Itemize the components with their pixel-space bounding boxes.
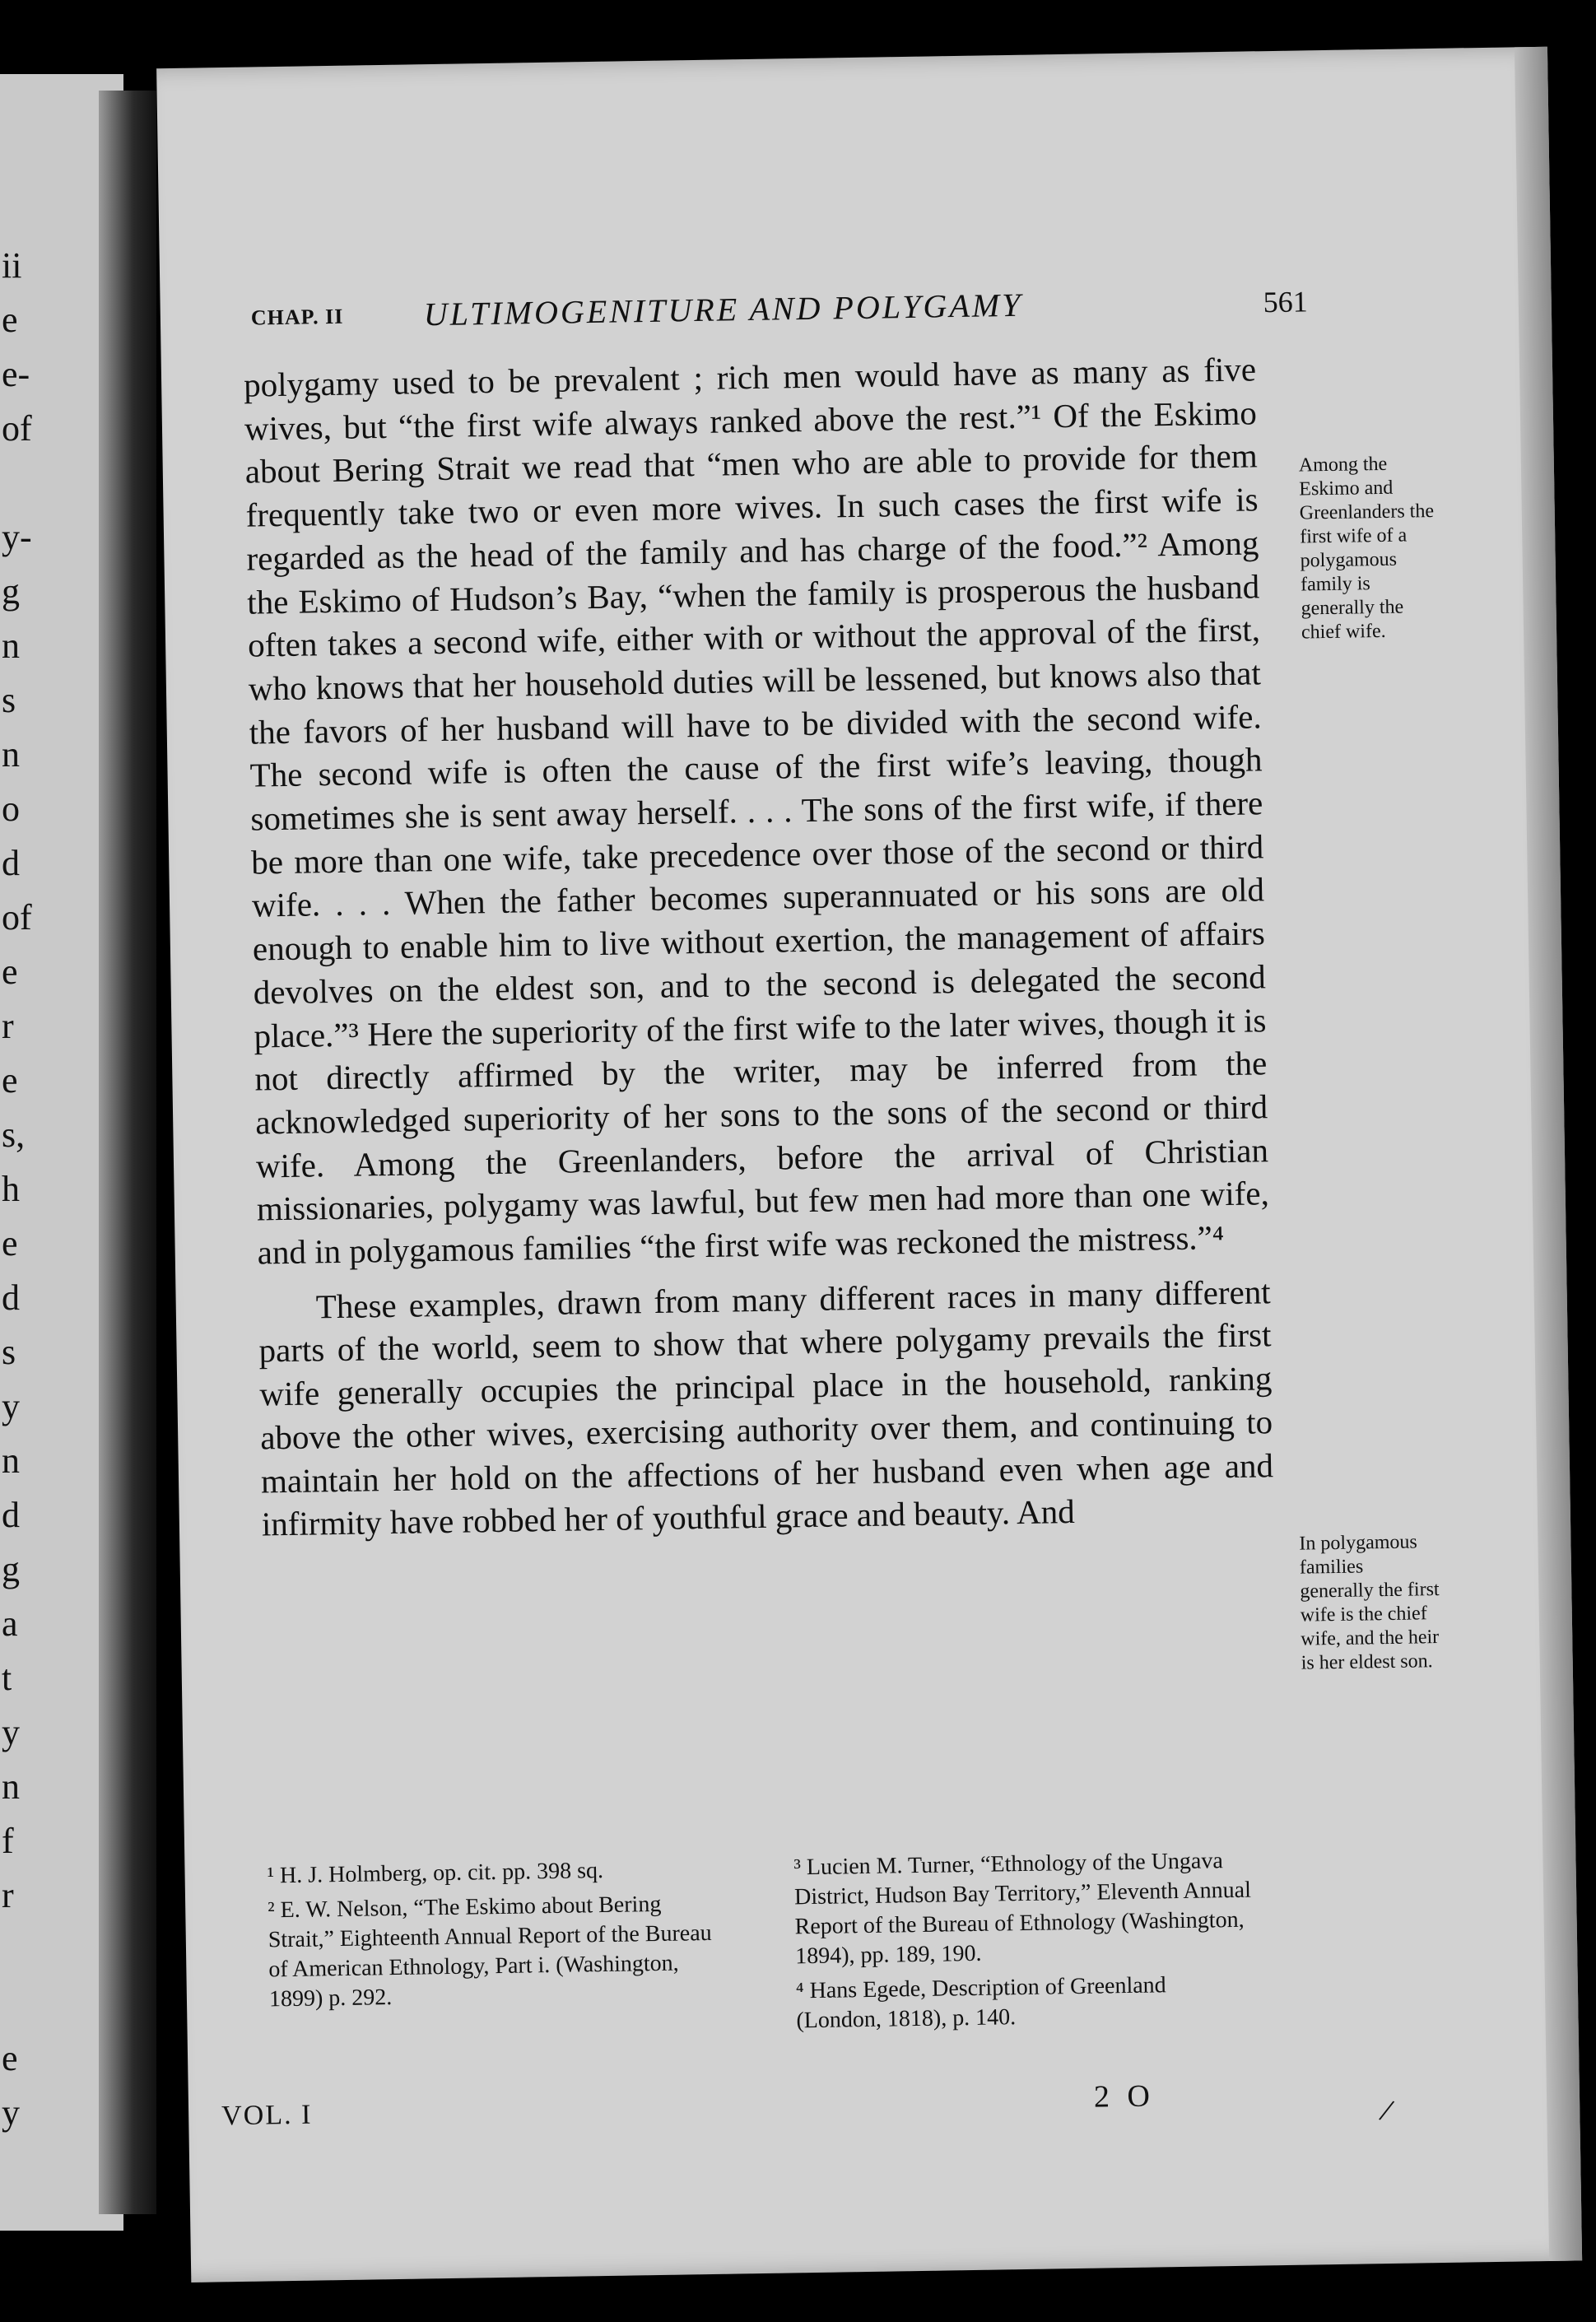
left-page-fragment: e- bbox=[2, 354, 30, 394]
left-page-fragment: s bbox=[2, 1332, 16, 1372]
running-title: ULTIMOGENITURE AND POLYGAMY bbox=[423, 286, 1023, 333]
footnote-column bbox=[267, 1854, 730, 2020]
ink-mark: / bbox=[1376, 2091, 1398, 2129]
book-page bbox=[156, 47, 1582, 2282]
left-page-fragment: n bbox=[2, 626, 20, 666]
left-page-fragment bbox=[2, 1923, 26, 1977]
left-page-fragment: y- bbox=[2, 517, 32, 557]
left-page-fragment: s bbox=[2, 680, 16, 720]
chapter-label: CHAP. II bbox=[250, 304, 344, 330]
margin-note: In polygamous families generally the first wife is the chief wife, and the heir is her eldest son. bbox=[1299, 1531, 1440, 1674]
footnote: ² E. W. Nelson, “The Eskimo about Bering Strait,” Eighteenth Annual Report of the Bureau of American Ethnology, Part i. (Washington, 1899) p. 292. bbox=[268, 1891, 712, 2013]
left-page-fragment: y bbox=[2, 1386, 20, 1426]
left-page-fragment: y bbox=[2, 1712, 20, 1752]
left-page-fragment: n bbox=[2, 1440, 20, 1481]
footnote-column bbox=[793, 1846, 1258, 2041]
left-page-fragment: ii bbox=[2, 245, 22, 286]
left-page-fragment: n bbox=[2, 734, 20, 775]
volume-signature: VOL. I bbox=[221, 2099, 313, 2132]
paragraph: polygamy used to be prevalent ; rich men would have as many as five wives, but “the first wife always ranked above the rest.”¹ Of the Eskimo about Bering Strait we read that “men who are able to provide for them frequently take two or even more wives. In such cases the first wife is regarded as the head of the family and has charge of the food.”² Among the Eskimo of Hudson’s Bay, “when the family is prosperous the husband often takes a second wife, either with or without the approval of the first, who knows that her household duties will be lessened, but knows also that the favors of her husband will have to be divided with the second wife. The second wife is often the cause of the first wife’s leaving, though sometimes she is sent away herself. . . . The sons of the first wife, if there be more than one wife, take precedence over those of the second or third wife. . . . When the father becomes superannuated or his sons are old enough to enable him to live without exertion, the management of affairs devolves on the eldest son, and to the second is delegated the second place.”³ Here the superiority of the first wife to the later wives, though it is not directly affirmed by the writer, may be inferred from the acknowledged superiority of her sons to the sons of the second or third wife. Among the Greenlanders, before the arrival of Christian missionaries, polygamy was lawful, but few men had more than one wife, and in polygamous families “the first wife was reckoned the mistress.”⁴ bbox=[243, 350, 1270, 1272]
left-page-fragment: d bbox=[2, 1495, 20, 1535]
book-gutter bbox=[99, 91, 156, 2214]
footnote: ⁴ Hans Egede, Description of Greenland (London, 1818), p. 140. bbox=[795, 1972, 1166, 2034]
left-page-fragment: o bbox=[2, 789, 20, 829]
left-page-fragment: of bbox=[2, 897, 32, 938]
left-page-fragment: f bbox=[2, 1821, 14, 1861]
main-text bbox=[244, 347, 1274, 1546]
sheet-signature: 2 O bbox=[1093, 2078, 1156, 2115]
left-page-fragment: d bbox=[2, 843, 20, 883]
left-page-fragment bbox=[2, 1977, 26, 2031]
left-page-fragment: a bbox=[2, 1603, 18, 1644]
left-page-fragment: r bbox=[2, 1006, 14, 1046]
page-edge-shadow bbox=[1515, 47, 1582, 2261]
footnotes bbox=[267, 1845, 1279, 2034]
left-page-fragment: e bbox=[2, 300, 18, 340]
running-header bbox=[250, 272, 1321, 347]
left-page-fragment: e bbox=[2, 1060, 18, 1101]
left-page-fragment: r bbox=[2, 1875, 14, 1915]
left-page-fragment bbox=[2, 456, 26, 510]
left-page-fragment: g bbox=[2, 1549, 20, 1589]
left-page-fragments bbox=[2, 239, 32, 2140]
left-page-fragment: e bbox=[2, 1223, 18, 1263]
left-page-fragment: g bbox=[2, 571, 20, 612]
footnote: ¹ H. J. Holmberg, op. cit. pp. 398 sq. bbox=[267, 1858, 604, 1889]
left-page-fragment: t bbox=[2, 1658, 12, 1698]
left-page-fragment: y bbox=[2, 2092, 20, 2133]
left-page-fragment: s, bbox=[2, 1114, 26, 1155]
left-page-fragment: h bbox=[2, 1169, 20, 1209]
left-page-fragment: e bbox=[2, 2038, 18, 2078]
left-page-fragment: d bbox=[2, 1277, 20, 1318]
left-page-fragment: n bbox=[2, 1766, 20, 1807]
page-number: 561 bbox=[1263, 285, 1309, 319]
paragraph: These examples, drawn from many different races in many different parts of the world, seem to show that where polygamy prevails the first wife generally occupies the principal place in the household, ranking above the other wives, exercising authority over them, and continuing to maintain her hold on the affections of her husband even when age and infirmity have robbed her of youthful grace and beauty. And bbox=[258, 1272, 1274, 1543]
left-page-fragment: e bbox=[2, 952, 18, 992]
margin-note: Among the Eskimo and Greenlanders the first wife of a polygamous family is generally the chief wife. bbox=[1298, 453, 1435, 644]
footnote: ³ Lucien M. Turner, “Ethnology of the Ungava District, Hudson Bay Territory,” Eleventh Annual Report of the Bureau of Ethnology (Washington, 1894), pp. 189, 190. bbox=[793, 1848, 1252, 1970]
left-page-fragment: of bbox=[2, 408, 32, 449]
